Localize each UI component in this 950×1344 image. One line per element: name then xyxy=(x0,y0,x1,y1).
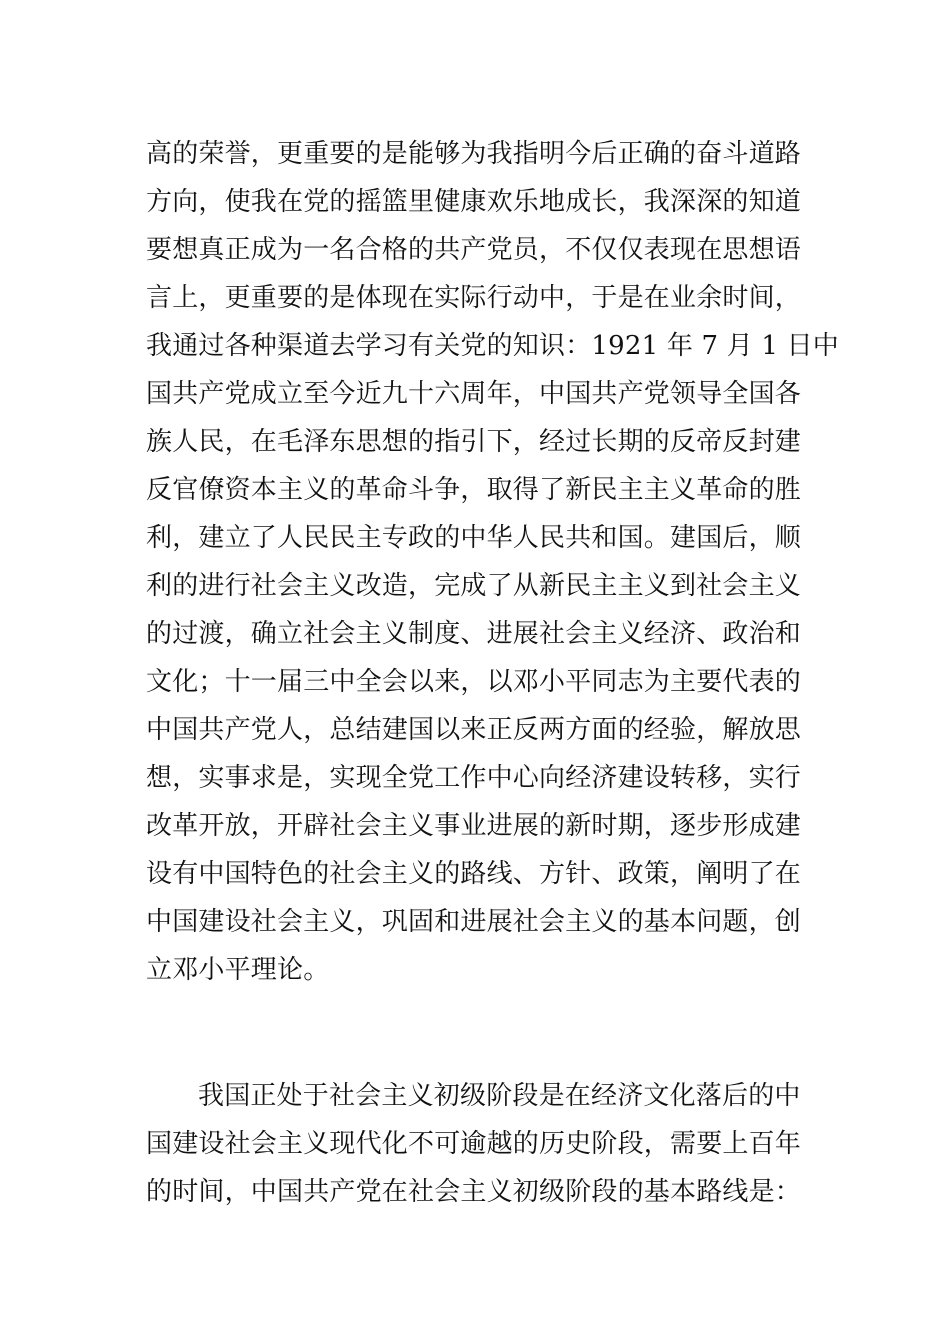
text-line: 设有中国特色的社会主义的路线、方针、政策，阐明了在 xyxy=(146,859,802,889)
text-line: 反官僚资本主义的革命斗争，取得了新民主主义革命的胜 xyxy=(146,475,802,505)
text-line: 高的荣誉，更重要的是能够为我指明今后正确的奋斗道路 xyxy=(146,139,802,169)
text-line: 想，实事求是，实现全党工作中心向经济建设转移，实行 xyxy=(146,763,802,793)
text-line: 改革开放，开辟社会主义事业进展的新时期，逐步形成建 xyxy=(146,811,802,841)
paragraph-1 xyxy=(146,130,839,994)
text-line: 言上，更重要的是体现在实际行动中，于是在业余时间， xyxy=(146,283,802,313)
text-line: 中国共产党人，总结建国以来正反两方面的经验，解放思 xyxy=(146,715,802,745)
text-line: 中国建设社会主义，巩固和进展社会主义的基本问题，创 xyxy=(146,907,802,937)
text-line: 的过渡，确立社会主义制度、进展社会主义经济、政治和 xyxy=(146,619,802,649)
text-line: 利的进行社会主义改造，完成了从新民主主义到社会主义 xyxy=(146,571,802,601)
text-line: 方向，使我在党的摇篮里健康欢乐地成长，我深深的知道 xyxy=(146,187,802,217)
text-line: 我国正处于社会主义初级阶段是在经济文化落后的中 xyxy=(198,1081,801,1111)
text-line: 立邓小平理论。 xyxy=(146,955,330,985)
text-line: 要想真正成为一名合格的共产党员，不仅仅表现在思想语 xyxy=(146,235,802,265)
paragraph-2 xyxy=(146,1072,808,1216)
text-line: 族人民，在毛泽东思想的指引下，经过长期的反帝反封建 xyxy=(146,427,802,457)
text-line: 的时间，中国共产党在社会主义初级阶段的基本路线是： xyxy=(146,1177,802,1207)
text-line: 国建设社会主义现代化不可逾越的历史阶段，需要上百年 xyxy=(146,1129,802,1159)
text-line: 文化；十一届三中全会以来，以邓小平同志为主要代表的 xyxy=(146,667,802,697)
text-line: 利，建立了人民民主专政的中华人民共和国。建国后，顺 xyxy=(146,523,802,553)
text-line: 我通过各种渠道去学习有关党的知识：1921 年 7 月 1 日中 xyxy=(146,331,839,361)
text-line: 国共产党成立至今近九十六周年，中国共产党领导全国各 xyxy=(146,379,802,409)
